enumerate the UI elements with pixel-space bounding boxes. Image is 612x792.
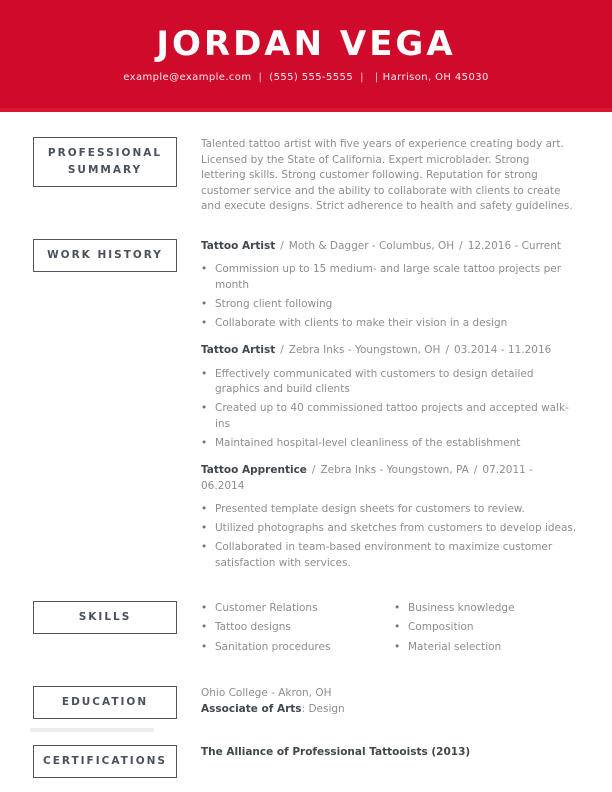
education-section [33, 686, 577, 745]
skill-item: • Customer Relations [201, 601, 394, 617]
skills-column [394, 601, 577, 660]
section-label-education: EDUCATION [33, 686, 177, 719]
faint-divider [30, 728, 154, 732]
skills-column [201, 601, 394, 660]
job-title: Tattoo Artist [201, 344, 276, 356]
section-label-certifications: CERTIFICATIONS [33, 745, 177, 778]
skill-item: • Material selection [394, 640, 577, 656]
pipe-separator: | [360, 72, 364, 83]
education-school: Ohio College - Akron, OH [201, 687, 332, 699]
bullet-dot: • [201, 402, 208, 414]
bullet-dot: • [201, 503, 208, 515]
summary-text: Talented tattoo artist with five years of experience creating body art. Licensed by the State of California. Expert microblader. Strong lettering skills. Strong customer following. Reputation for strong customer service and the ability to collaborate with clients to create and execute designs. Strict adherence to health and safety guidelines. [201, 138, 573, 212]
job-entry [201, 463, 577, 571]
contact-line [0, 72, 612, 83]
job-bullet: • Created up to 40 commissioned tattoo projects and accepted walk-ins [201, 401, 577, 432]
job-dates: 12.2016 - Current [467, 239, 562, 252]
job-title-line [201, 343, 577, 359]
bullet-dot: • [394, 601, 401, 614]
certification-item: The Alliance of Professional Tattooists (2013) [201, 746, 471, 758]
job-bullet: • Collaborated in team-based environment to maximize customer satisfaction with services. [201, 540, 577, 571]
bullet-dot: • [201, 436, 208, 449]
section-label-professional-summary: PROFESSIONAL SUMMARY [33, 137, 177, 187]
pipe-separator: | [258, 72, 263, 83]
job-dates: 07.2011 - 06.2014 [201, 464, 533, 492]
skills-section [33, 601, 577, 660]
job-bullet: • Presented template design sheets for customers to review. [201, 502, 577, 518]
pipe-separator: | [374, 72, 379, 83]
summary-section [33, 137, 577, 215]
job-title-line [201, 239, 577, 255]
candidate-name: JORDAN VEGA [156, 24, 456, 64]
job-entry [201, 343, 577, 451]
bullet-dot: • [201, 263, 208, 275]
job-bullet: • Maintained hospital-level cleanliness of the establishment [201, 436, 577, 452]
job-bullet: • Utilized photographs and sketches from customers to develop ideas. [201, 521, 577, 537]
bullet-dot: • [201, 621, 208, 633]
job-company: Zebra Inks - Youngstown, PA [320, 464, 469, 476]
job-bullet: • Collaborate with clients to make their vision in a design [201, 316, 577, 332]
section-label-work-history: WORK HISTORY [33, 239, 177, 272]
bullet-dot: • [201, 601, 208, 614]
bullet-dot: • [201, 297, 208, 310]
education-degree: Associate of Arts: Design [201, 702, 345, 715]
job-title: Tattoo Apprentice [201, 464, 307, 476]
job-dates: 03.2014 - 11.2016 [454, 344, 552, 356]
job-bullet: • Strong client following [201, 297, 577, 313]
bullet-dot: • [201, 640, 208, 653]
bullet-dot: • [201, 316, 208, 329]
job-bullet: • Commission up to 15 medium- and large scale tattoo projects per month [201, 262, 577, 293]
contact-location: Harrison, OH 45030 [382, 72, 489, 83]
skill-item: • Business knowledge [394, 601, 577, 617]
skill-item: • Sanitation procedures [201, 640, 394, 656]
slash-separator: / [445, 344, 449, 356]
job-title-line [201, 463, 577, 494]
bullet-dot: • [201, 541, 208, 553]
slash-separator: / [459, 239, 463, 252]
contact-phone: (555) 555-5555 [269, 72, 354, 83]
skills-grid [201, 601, 577, 660]
job-company: Moth & Dagger - Columbus, OH [288, 239, 455, 252]
bullet-dot: • [394, 621, 401, 633]
header-band [0, 0, 612, 112]
section-label-skills: SKILLS [33, 601, 177, 634]
work-history-section [33, 239, 577, 575]
contact-email: example@example.com [123, 72, 252, 83]
slash-separator: / [473, 464, 478, 476]
bullet-dot: • [394, 640, 401, 653]
resume-body [0, 112, 612, 778]
bullet-dot: • [201, 367, 208, 380]
job-bullet: • Effectively communicated with customers to design detailed graphics and build clients [201, 367, 577, 398]
slash-separator: / [280, 239, 284, 252]
job-entry [201, 239, 577, 332]
job-company: Zebra Inks - Youngstown, OH [288, 344, 441, 356]
certifications-section [33, 745, 577, 778]
skill-item: • Tattoo designs [201, 620, 394, 636]
bullet-dot: • [201, 522, 208, 534]
slash-separator: / [280, 344, 284, 356]
job-title: Tattoo Artist [201, 239, 276, 252]
slash-separator: / [311, 464, 316, 476]
skill-item: • Composition [394, 620, 577, 636]
